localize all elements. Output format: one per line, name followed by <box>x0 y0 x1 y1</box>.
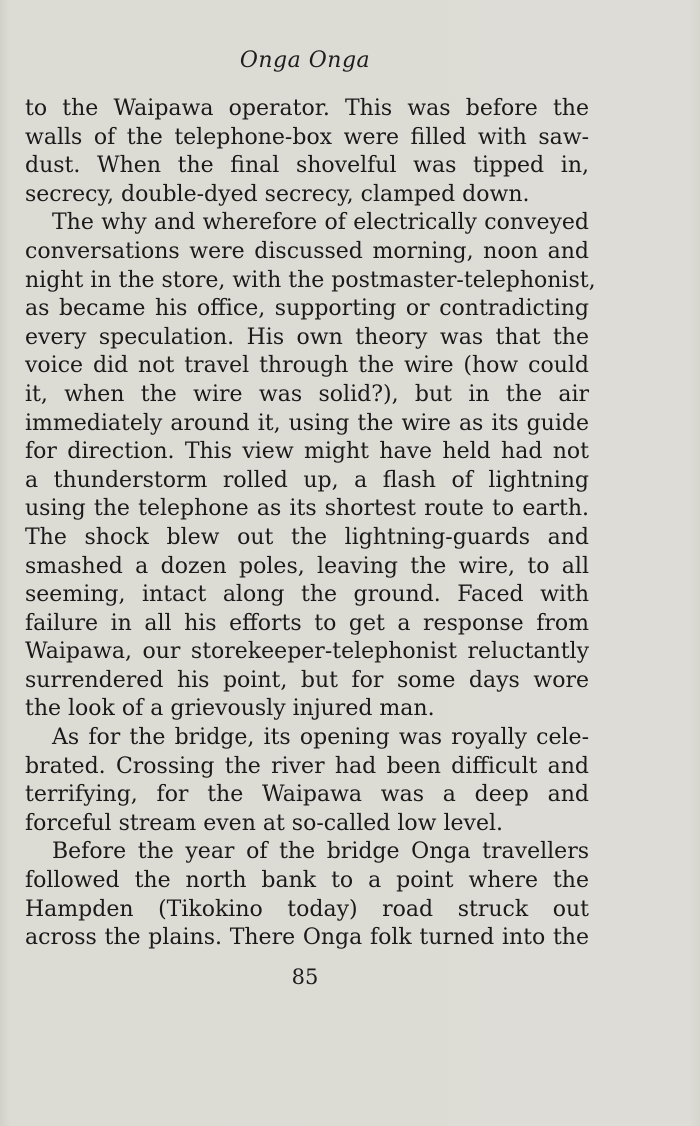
text-line: Before the year of the bridge Onga travellers <box>52 839 589 865</box>
text-line: Hampden (Tikokino today) road struck out <box>25 896 589 922</box>
page-number: 85 <box>291 965 319 989</box>
text-line: followed the north bank to a point where the <box>25 868 589 894</box>
body-text <box>25 95 596 953</box>
text-line: dust. When the final shovelful was tipped in, <box>25 153 589 179</box>
text-line: across the plains. There Onga folk turned into the <box>25 925 589 951</box>
text-line: using the telephone as its shortest route to earth. <box>25 496 589 522</box>
text-line: failure in all his efforts to get a response from <box>25 610 589 636</box>
text-line: seeming, intact along the ground. Faced with <box>25 582 589 608</box>
text-line: The shock blew out the lightning-guards and <box>25 524 589 550</box>
text-line: forceful stream even at so-called low level. <box>25 810 504 836</box>
text-line: night in the store, with the postmaster-telephonist, <box>25 267 596 293</box>
text-line: as became his office, supporting or contradicting <box>25 296 589 322</box>
text-line: secrecy, double-dyed secrecy, clamped down. <box>25 181 530 207</box>
text-line: The why and wherefore of electrically conveyed <box>52 210 589 236</box>
text-line: surrendered his point, but for some days wore <box>25 667 589 693</box>
text-line: voice did not travel through the wire (how could <box>25 353 589 379</box>
text-line: conversations were discussed morning, noon and <box>25 238 589 264</box>
running-head-title: Onga Onga <box>239 48 371 73</box>
text-line: to the Waipawa operator. This was before the <box>25 96 589 121</box>
text-line: every speculation. His own theory was that the <box>25 324 589 350</box>
text-line: As for the bridge, its opening was royally cele- <box>52 725 589 751</box>
text-line: brated. Crossing the river had been difficult and <box>25 753 589 779</box>
text-line: a thunderstorm rolled up, a flash of lightning <box>25 467 589 493</box>
text-line: the look of a grievously injured man. <box>25 696 435 722</box>
text-line: terrifying, for the Waipawa was a deep and <box>25 782 589 808</box>
text-line: immediately around it, using the wire as its guide <box>25 410 589 436</box>
text-line: it, when the wire was solid?), but in the air <box>25 381 589 407</box>
text-line: Waipawa, our storekeeper-telephonist reluctantly <box>25 639 589 665</box>
text-line: for direction. This view might have held had not <box>25 439 589 465</box>
text-line: walls of the telephone-box were filled with saw- <box>25 124 589 150</box>
text-line: smashed a dozen poles, leaving the wire, to all <box>25 553 589 579</box>
